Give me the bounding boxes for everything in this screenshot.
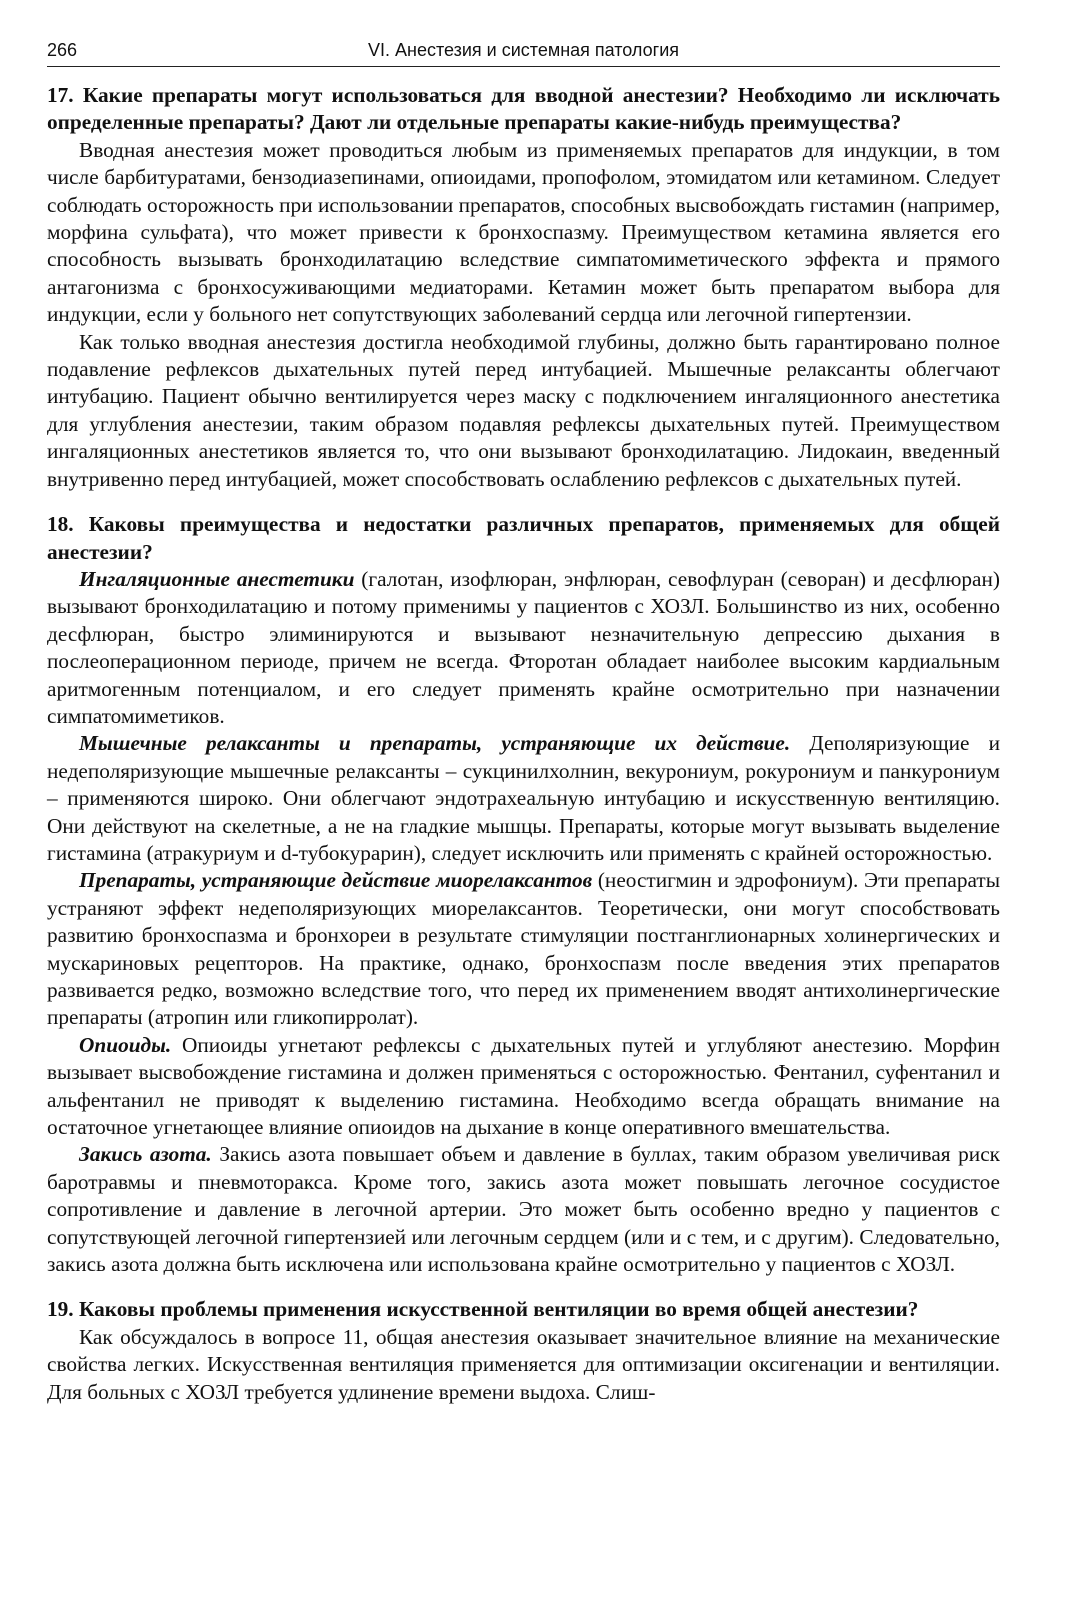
question-18-section — [47, 511, 1000, 1278]
question-17-heading: 17. Какие препараты могут использоваться для вводной анестезии? Необходимо ли исключать определенные препараты? Дают ли отдельные препараты какие-нибудь преимущества? — [47, 83, 1000, 135]
q18-paragraph-inhalational — [47, 566, 1000, 730]
q18-paragraph-reversal — [47, 867, 1000, 1031]
running-header — [47, 36, 1000, 67]
q18-text-nitrous: Закись азота повышает объем и давление в буллах, таким образом увеличивая риск баротравмы и пневмоторакса. Кроме того, закись азота может повышать легочное сосудистое сопротивление и давление в легочной артерии. Это может быть особенно вредно у пациентов с сопутствующей легочной гипертензией или легочным сердцем (или и с тем, и с другим). Следовательно, закись азота должна быть исключена или использована крайне осмотрительно у пациентов с ХОЗЛ. — [47, 1142, 1001, 1277]
q19-paragraph-1: Как обсуждалось в вопросе 11, общая анестезия оказывает значительное влияние на механические свойства легких. Искусственная вентиляция применяется для оптимизации оксигенации и вентиляции. Для больных с ХОЗЛ требуется удлинение времени выдоха. Слиш- — [47, 1324, 1000, 1404]
q18-term-opioids: Опиоиды. — [79, 1032, 172, 1057]
q18-paragraph-opioids — [47, 1032, 1000, 1142]
q18-paragraph-relaxants — [47, 730, 1000, 867]
q17-paragraph-2: Как только вводная анестезия достигла необходимой глубины, должно быть гарантировано полное подавление рефлексов дыхательных путей перед интубацией. Мышечные релаксанты облегчают интубацию. Пациент обычно вентилируется через маску с подключением ингаляционного анестетика для углубления анестезии, таким образом подавляя рефлексы дыхательных путей. Преимуществом ингаляционных анестетиков является то, что они вызывают бронходилатацию. Лидокаин, введенный внутривенно перед интубацией, может способствовать ослаблению рефлексов с дыхательных путей. — [47, 329, 1000, 491]
q18-paragraph-nitrous — [47, 1141, 1000, 1278]
question-19-heading: 19. Каковы проблемы применения искусственной вентиляции во время общей анестезии? — [47, 1297, 919, 1322]
q18-text-relaxants: Деполяризующие и недеполяризующие мышечные релаксанты – сукцинилхолнин, векурониум, рокурониум и панкурониум – применяются широко. Они облегчают эндотрахеальную интубацию и искусственную вентиляцию. Они действуют на скелетные, а не на гладкие мышцы. Препараты, которые могут вызывать выделение гистамина (атракуриум и d-тубокурарин), следует исключить или применять с крайней осторожностью. — [47, 731, 1000, 865]
q18-term-relaxants: Мышечные релаксанты и препараты, устраняющие их действие. — [79, 731, 791, 756]
page-body — [47, 82, 1000, 1406]
q18-term-reversal: Препараты, устраняющие действие миорелаксантов — [79, 868, 593, 893]
question-17-section — [47, 82, 1000, 493]
q18-text-inhalational: (галотан, изофлюран, энфлюран, севофлуран (севоран) и десфлюран) вызывают бронходилатацию и потому применимы у пациентов с ХОЗЛ. Большинство из них, особенно десфлюран, быстро элиминируются и вызывают незначительную депрессию дыхания в послеоперационном периоде, причем не всегда. Фторотан обладает наиболее высоким кардиальным аритмогенным потенциалом, и его следует применять крайне осмотрительно при назначении симпатомиметиков. — [47, 566, 1000, 728]
page-number: 266 — [47, 40, 78, 60]
q18-text-opioids: Опиоиды угнетают рефлексы с дыхательных путей и углубляют анестезию. Морфин вызывает высвобождение гистамина и должен применяться с осторожностью. Фентанил, суфентанил и альфентанил не приводят к выделению гистамина. Необходимо всегда обращать внимание на остаточное угнетающее влияние опиоидов на дыхание в конце оперативного вмешательства. — [47, 1032, 1000, 1140]
q18-text-reversal: (неостигмин и эдрофониум). Эти препараты устраняют эффект недеполяризующих миорелаксантов. Теоретически, они могут способствовать развитию бронхоспазма и бронхореи в результате стимуляции постганглионарных холинергических и мускариновых рецепторов. На практике, однако, бронхоспазм после введения этих препаратов развивается редко, возможно вследствие того, что перед их применением вводят антихолинергические препараты (атропин или гликопирролат). — [47, 868, 1001, 1030]
running-title: VI. Анестезия и системная патология — [367, 40, 680, 60]
q18-term-inhalational: Ингаляционные анестетики — [79, 566, 355, 591]
q17-paragraph-1: Вводная анестезия может проводиться любым из применяемых препаратов для индукции, в том числе барбитуратами, бензодиазепинами, опиоидами, пропофолом, этомидатом или кетамином. Следует соблюдать осторожность при использовании препаратов, способных высвобождать гистамин (например, морфина сульфата), что может привести к бронхоспазму. Преимуществом кетамина является его способность вызывать бронходилатацию вследствие симпатомиметического эффекта и прямого антагонизма с бронхосуживающими медиаторами. Кетамин может быть препаратом выбора для индукции, если у больного нет сопутствующих заболеваний сердца или легочной гипертензии. — [47, 137, 1000, 327]
question-18-heading: 18. Каковы преимущества и недостатки различных препаратов, применяемых для общей анестезии? — [47, 512, 1000, 564]
q18-term-nitrous: Закись азота. — [79, 1142, 212, 1167]
question-19-section — [47, 1296, 1000, 1406]
